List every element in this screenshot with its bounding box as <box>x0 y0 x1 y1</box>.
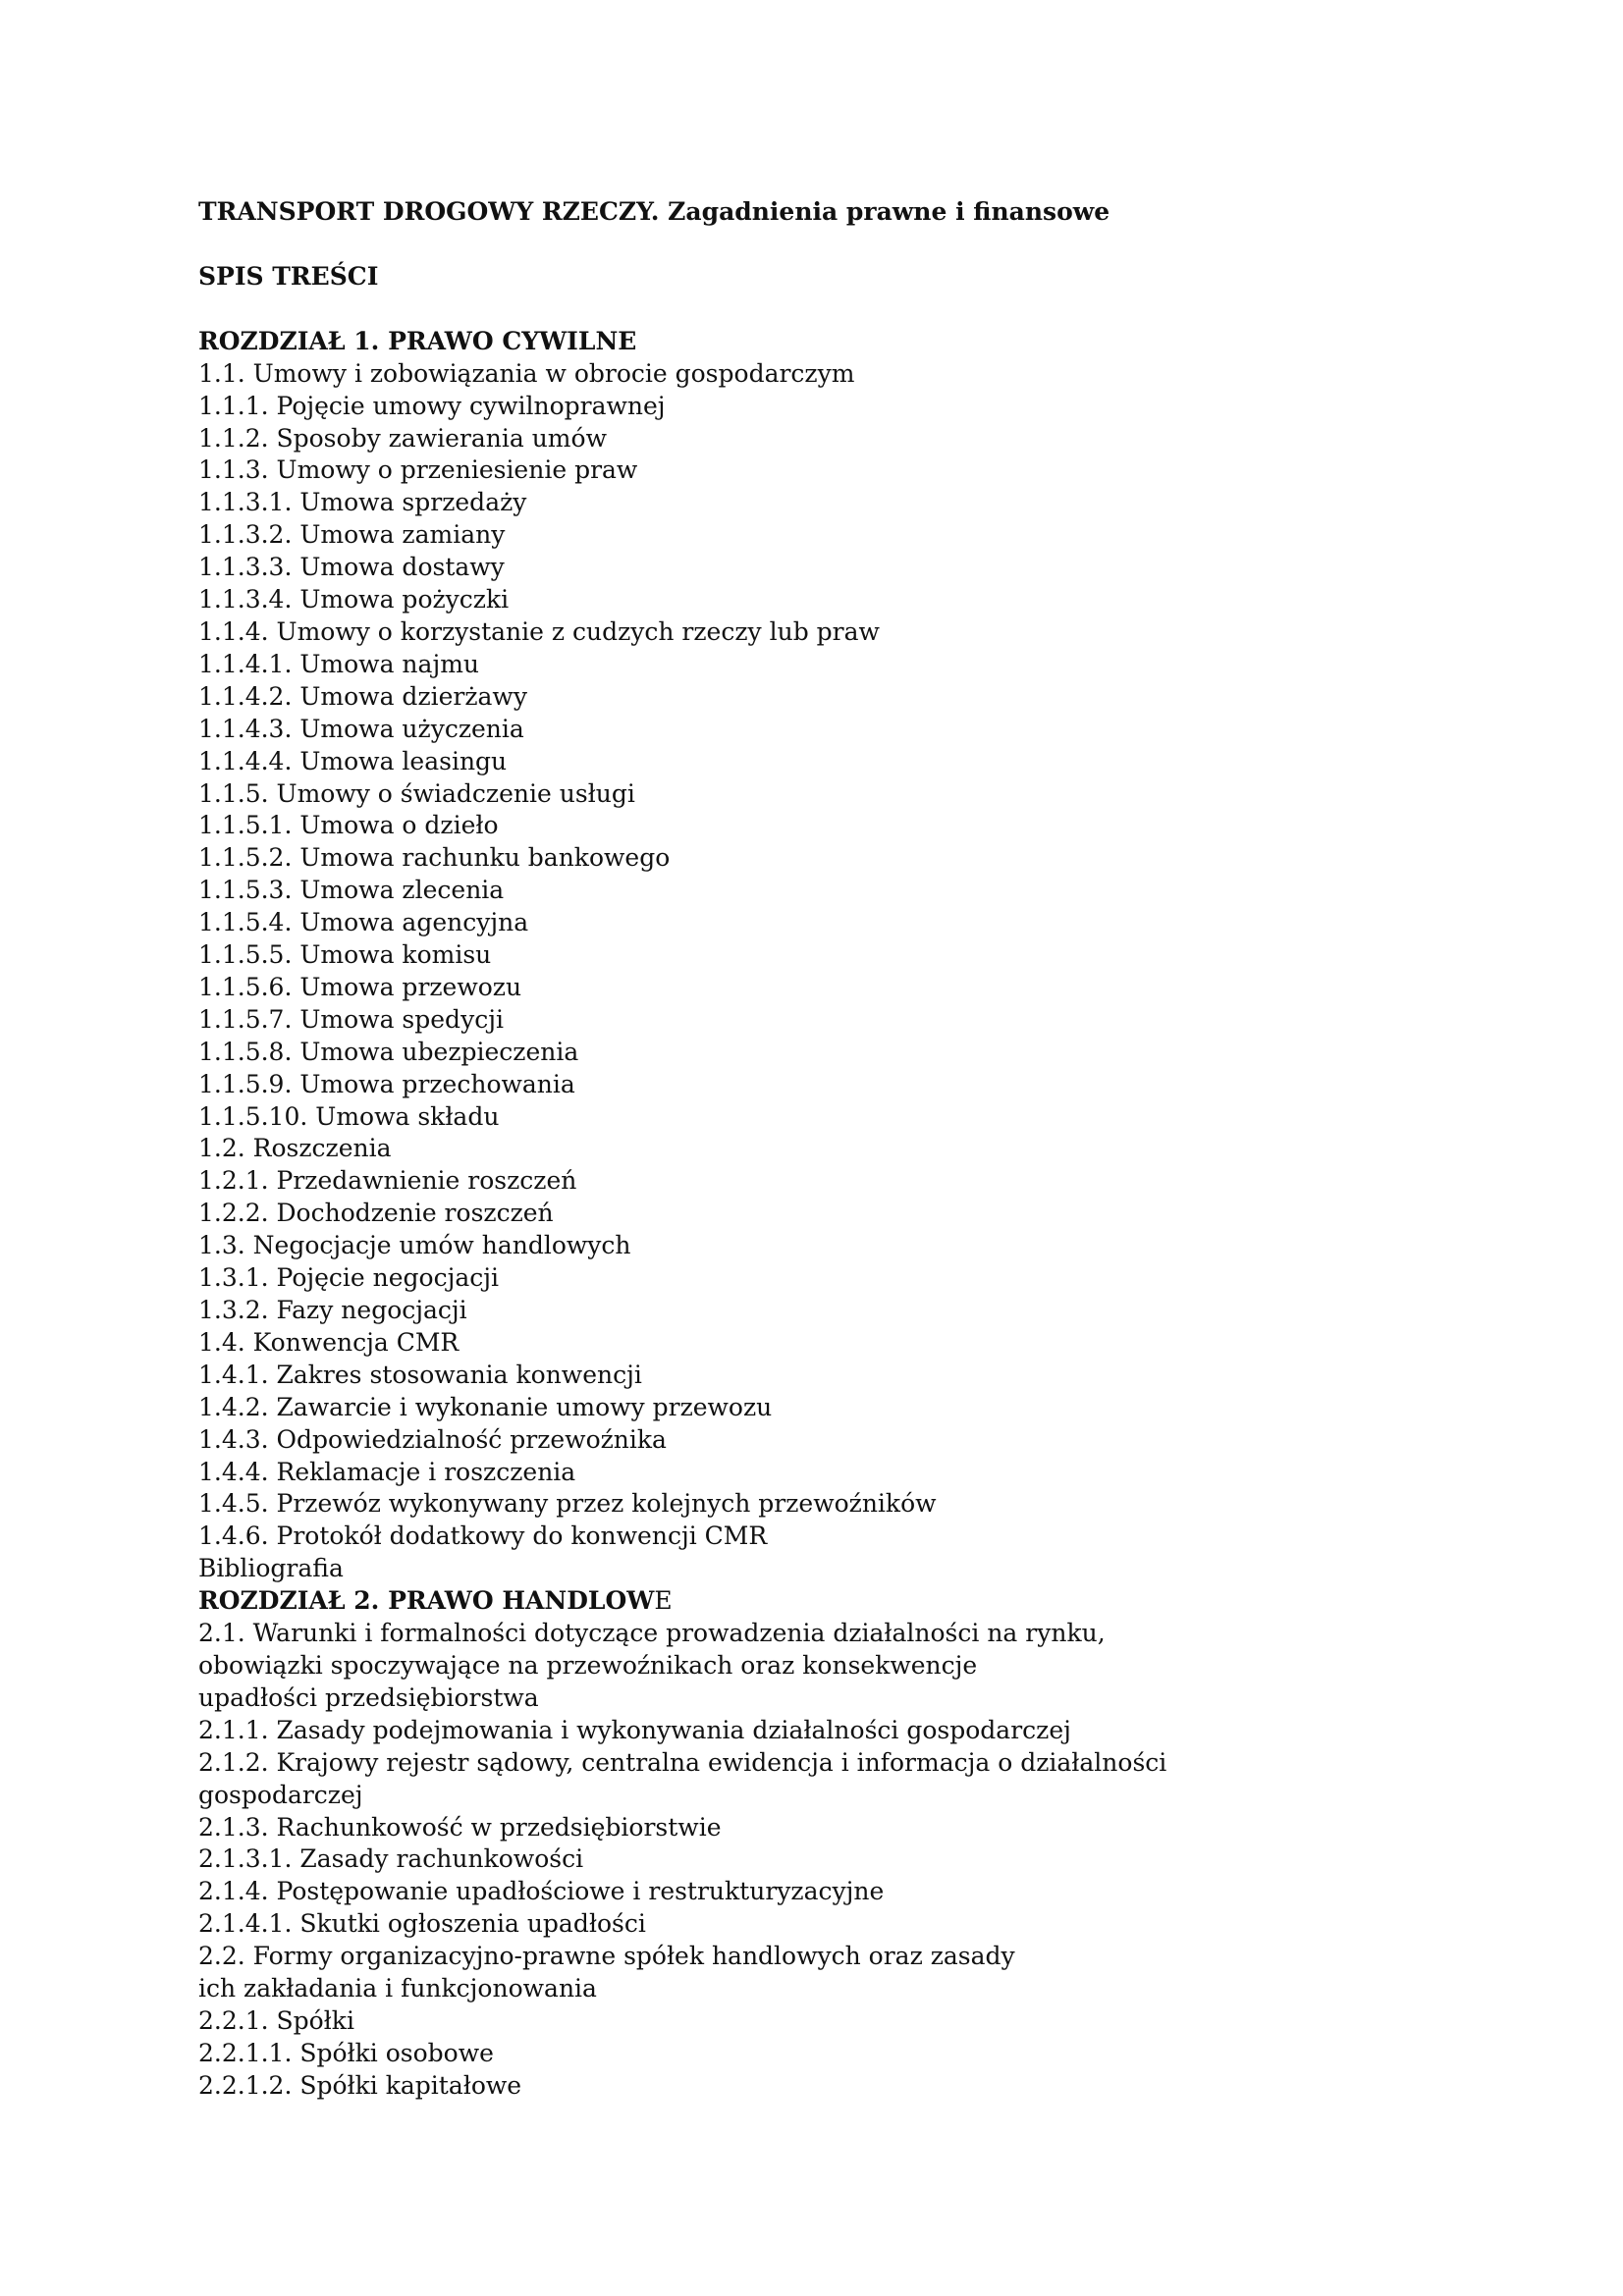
toc-chapter-1-item: 1.1.3.4. Umowa pożyczki <box>198 585 510 614</box>
toc-chapter-1-item: 1.1.5.10. Umowa składu <box>198 1101 500 1131</box>
chapter-1-list <box>198 358 1426 1585</box>
toc-chapter-1-item: 1.2. Roszczenia <box>198 1134 392 1163</box>
toc-chapter-1-item: 1.1.3. Umowy o przeniesienie praw <box>198 455 638 485</box>
toc-heading: SPIS TREŚCI <box>198 261 379 291</box>
toc-chapter-1-item: 1.1.3.3. Umowa dostawy <box>198 553 505 582</box>
chapter-2-heading <box>198 1585 1426 1618</box>
toc-chapter-1-item: 1.1.5.7. Umowa spedycji <box>198 1004 504 1034</box>
toc-chapter-1-item: 1.3.2. Fazy negocjacji <box>198 1296 467 1324</box>
toc-chapter-2-item: 2.1. Warunki i formalności dotyczące prowadzenia działalności na rynku, <box>198 1619 1106 1648</box>
chapter-2-list <box>198 1618 1426 2103</box>
toc-chapter-1-item: 1.1.5.4. Umowa agencyjna <box>198 908 529 937</box>
toc-chapter-2-item: 2.1.3.1. Zasady rachunkowości <box>198 1844 584 1874</box>
chapter-2-heading-tail: E <box>654 1586 673 1616</box>
toc-chapter-2-item: 2.2.1.1. Spółki osobowe <box>198 2038 494 2067</box>
toc-chapter-1-item: 1.1.5.9. Umowa przechowania <box>198 1069 575 1098</box>
toc-chapter-2-item: upadłości przedsiębiorstwa <box>198 1682 539 1712</box>
toc-chapter-1-item: 1.4.1. Zakres stosowania konwencji <box>198 1360 642 1389</box>
toc-chapter-2-item: 2.1.2. Krajowy rejestr sądowy, centralna ewidencja i informacja o działalności <box>198 1747 1167 1777</box>
toc-chapter-2-item: 2.1.3. Rachunkowość w przedsiębiorstwie <box>198 1812 722 1842</box>
toc-chapter-1-item: 1.1.4.3. Umowa użyczenia <box>198 714 524 743</box>
toc-chapter-1-item: Bibliografia <box>198 1554 344 1583</box>
toc-chapter-1-item: 1.4.4. Reklamacje i roszczenia <box>198 1457 576 1486</box>
toc-chapter-1-item: 1.4.2. Zawarcie i wykonanie umowy przewozu <box>198 1392 773 1421</box>
toc-chapter-2-item: 2.2.1. Spółki <box>198 2005 354 2035</box>
toc-chapter-1-item: 1.1.3.1. Umowa sprzedaży <box>198 488 527 517</box>
toc-chapter-1-item: 1.1.5. Umowy o świadczenie usługi <box>198 778 635 808</box>
toc-chapter-1-item: 1.4.5. Przewóz wykonywany przez kolejnych przewoźników <box>198 1489 937 1519</box>
chapter-2-heading-bold: ROZDZIAŁ 2. PRAWO HANDLOW <box>198 1586 655 1616</box>
toc-chapter-2-item: 2.2. Formy organizacyjno-prawne spółek handlowych oraz zasady <box>198 1942 1015 1971</box>
toc-chapter-1-item: 1.1.5.2. Umowa rachunku bankowego <box>198 843 671 873</box>
toc-chapter-2-item: obowiązki spoczywające na przewoźnikach oraz konsekwencje <box>198 1650 978 1680</box>
toc-chapter-1-item: 1.1.5.8. Umowa ubezpieczenia <box>198 1037 579 1066</box>
toc-chapter-2-item: 2.1.1. Zasady podejmowania i wykonywania działalności gospodarczej <box>198 1715 1071 1744</box>
toc-chapter-1-item: 1.1. Umowy i zobowiązania w obrocie gospodarczym <box>198 358 855 388</box>
toc-chapter-1-item: 1.1.5.3. Umowa zlecenia <box>198 876 505 905</box>
toc-chapter-1-item: 1.1.2. Sposoby zawierania umów <box>198 423 607 453</box>
toc-chapter-2-item: 2.1.4. Postępowanie upadłościowe i restrukturyzacyjne <box>198 1877 885 1906</box>
toc-chapter-1-item: 1.2.1. Przedawnienie roszczeń <box>198 1166 577 1196</box>
toc-chapter-1-item: 1.1.5.6. Umowa przewozu <box>198 972 522 1001</box>
toc-chapter-1-item: 1.1.5.5. Umowa komisu <box>198 940 492 970</box>
toc-chapter-2-item: ich zakładania i funkcjonowania <box>198 1974 597 2003</box>
toc-chapter-1-item: 1.4. Konwencja CMR <box>198 1327 460 1357</box>
toc-chapter-2-item: gospodarczej <box>198 1780 363 1809</box>
toc-chapter-1-item: 1.1.4.2. Umowa dzierżawy <box>198 681 527 711</box>
toc-chapter-1-item: 1.1.4.4. Umowa leasingu <box>198 746 508 775</box>
toc-chapter-1-item: 1.1.4.1. Umowa najmu <box>198 649 479 678</box>
toc-chapter-2-item: 2.2.1.2. Spółki kapitałowe <box>198 2070 522 2100</box>
toc-chapter-1-item: 1.4.6. Protokół dodatkowy do konwencji CMR <box>198 1522 768 1551</box>
chapter-1-heading: ROZDZIAŁ 1. PRAWO CYWILNE <box>198 326 637 355</box>
document-content <box>198 196 1426 2103</box>
toc-chapter-1-item: 1.2.2. Dochodzenie roszczeń <box>198 1199 554 1228</box>
toc-chapter-2-item: 2.1.4.1. Skutki ogłoszenia upadłości <box>198 1909 646 1939</box>
toc-chapter-1-item: 1.1.1. Pojęcie umowy cywilnoprawnej <box>198 391 666 420</box>
document-title: TRANSPORT DROGOWY RZECZY. Zagadnienia prawne i finansowe <box>198 197 1110 226</box>
toc-chapter-1-item: 1.4.3. Odpowiedzialność przewoźnika <box>198 1424 667 1454</box>
toc-chapter-1-item: 1.1.3.2. Umowa zamiany <box>198 520 506 550</box>
toc-chapter-1-item: 1.3. Negocjacje umów handlowych <box>198 1231 631 1260</box>
toc-chapter-1-item: 1.1.5.1. Umowa o dzieło <box>198 811 499 840</box>
toc-chapter-1-item: 1.3.1. Pojęcie negocjacji <box>198 1263 500 1293</box>
toc-chapter-1-item: 1.1.4. Umowy o korzystanie z cudzych rzeczy lub praw <box>198 616 880 646</box>
